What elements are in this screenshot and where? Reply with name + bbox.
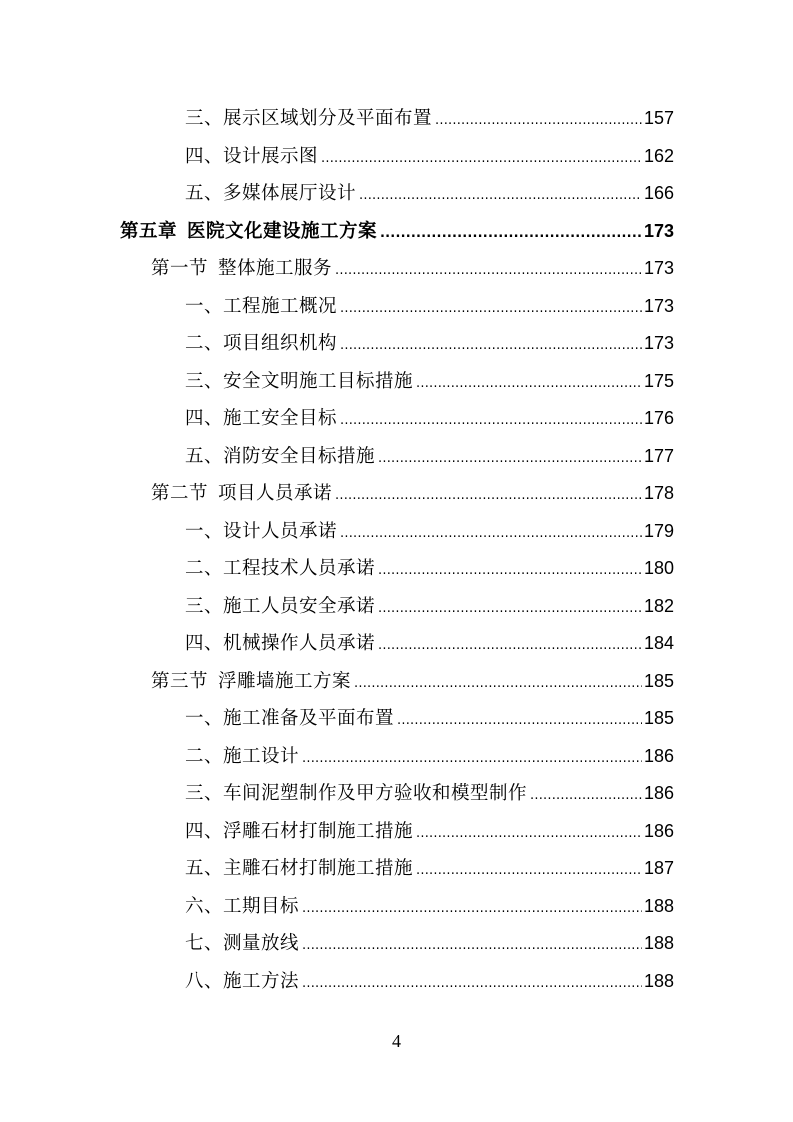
toc-entry-number: 二、 (185, 333, 224, 354)
dot-leader (302, 890, 642, 927)
toc-entry-number: 二、 (185, 558, 224, 579)
toc-entry-page-number: 176 (643, 408, 674, 428)
toc-entry-title: 整体施工服务 (218, 258, 333, 279)
toc-item-entry[interactable] (185, 288, 674, 325)
toc-entry-label (185, 738, 299, 775)
toc-entry-number: 一、 (185, 520, 224, 542)
toc-item-entry[interactable] (185, 363, 674, 400)
toc-item-entry[interactable] (185, 400, 674, 437)
toc-entry-label (185, 925, 299, 962)
dot-leader (378, 590, 642, 627)
toc-entry-label (185, 175, 356, 212)
dot-leader (340, 402, 642, 439)
dot-leader (302, 927, 642, 964)
dot-leader (435, 102, 642, 139)
toc-entry-label (151, 250, 332, 287)
toc-entry-number: 三、 (185, 595, 224, 617)
toc-entry-title: 浮雕墙施工方案 (218, 670, 352, 692)
toc-entry-title: 施工准备及平面布置 (223, 708, 395, 729)
toc-entry-page-number: 180 (643, 558, 674, 578)
toc-item-entry[interactable] (185, 588, 674, 625)
dot-leader (340, 515, 642, 552)
toc-section-entry[interactable] (151, 475, 674, 512)
toc-entry-page-number: 187 (643, 858, 674, 878)
toc-entry-number: 三、 (185, 108, 224, 129)
toc-entry-title: 机械操作人员承诺 (223, 633, 376, 654)
toc-entry-number: 一、 (185, 708, 224, 729)
toc-entry-page-number: 186 (643, 820, 674, 841)
toc-entry-page-number: 173 (643, 220, 674, 241)
toc-entry-number: 第一节 (151, 258, 209, 279)
toc-entry-label (185, 775, 527, 812)
dot-leader (378, 440, 642, 477)
toc-entry-label (185, 550, 375, 587)
toc-entry-label (185, 700, 394, 737)
toc-entry-title: 工期目标 (223, 895, 300, 917)
toc-item-entry[interactable] (185, 963, 674, 1000)
toc-entry-title: 主雕石材打制施工措施 (223, 858, 414, 879)
toc-section-entry[interactable] (151, 250, 674, 287)
toc-entry-title: 项目人员承诺 (218, 483, 333, 504)
toc-entry-number: 七、 (185, 933, 224, 954)
toc-entry-title: 工程施工概况 (223, 295, 338, 317)
toc-entry-number: 第三节 (151, 670, 209, 692)
toc-entry-label (185, 850, 413, 887)
toc-entry-label (185, 625, 375, 662)
toc-entry-page-number: 166 (643, 183, 674, 203)
toc-entry-page-number: 185 (643, 670, 674, 691)
toc-entry-number: 五、 (185, 183, 224, 204)
toc-entry-label (151, 663, 351, 700)
toc-entry-title: 安全文明施工目标措施 (223, 370, 414, 392)
toc-item-entry[interactable] (185, 925, 674, 962)
toc-entry-number: 四、 (185, 145, 224, 167)
toc-entry-number: 第五章 (120, 220, 178, 242)
toc-entry-page-number: 157 (643, 108, 674, 128)
dot-leader (416, 852, 642, 889)
toc-entry-page-number: 177 (643, 445, 674, 466)
toc-entry-page-number: 178 (643, 483, 674, 503)
toc-entry-label (185, 888, 299, 925)
toc-entry-label (151, 475, 332, 512)
toc-entry-page-number: 173 (643, 333, 674, 353)
toc-entry-number: 五、 (185, 445, 224, 467)
dot-leader (380, 215, 642, 252)
toc-item-entry[interactable] (185, 700, 674, 737)
toc-entry-label (120, 213, 377, 250)
toc-entry-label (185, 288, 337, 325)
toc-entry-page-number: 186 (643, 745, 674, 766)
toc-item-entry[interactable] (185, 813, 674, 850)
toc-item-entry[interactable] (185, 513, 674, 550)
toc-entry-label (185, 813, 413, 850)
toc-entry-page-number: 173 (643, 295, 674, 316)
dot-leader (359, 177, 642, 214)
toc-entry-title: 消防安全目标措施 (223, 445, 376, 467)
toc-entry-number: 三、 (185, 370, 224, 392)
dot-leader (335, 477, 642, 514)
toc-entry-number: 三、 (185, 783, 224, 804)
toc-entry-number: 五、 (185, 858, 224, 879)
dot-leader (397, 702, 642, 739)
toc-entry-page-number: 173 (643, 258, 674, 278)
dot-leader (302, 965, 642, 1002)
dot-leader (378, 552, 642, 589)
toc-entry-title: 车间泥塑制作及甲方验收和模型制作 (223, 783, 528, 804)
toc-item-entry[interactable] (185, 888, 674, 925)
toc-entry-title: 展示区域划分及平面布置 (223, 108, 433, 129)
dot-leader (335, 252, 642, 289)
toc-entry-title: 施工设计 (223, 745, 300, 767)
toc-entry-number: 六、 (185, 895, 224, 917)
toc-entry-title: 医院文化建设施工方案 (187, 220, 378, 242)
toc-entry-page-number: 188 (643, 970, 674, 991)
toc-entry-label (185, 400, 337, 437)
toc-section-entry[interactable] (151, 663, 674, 700)
toc-entry-title: 浮雕石材打制施工措施 (223, 820, 414, 842)
toc-entry-title: 设计人员承诺 (223, 520, 338, 542)
toc-entry-label (185, 100, 432, 137)
toc-entry-number: 第二节 (151, 483, 209, 504)
toc-entry-page-number: 184 (643, 633, 674, 653)
dot-leader (340, 290, 642, 327)
toc-entry-title: 施工人员安全承诺 (223, 595, 376, 617)
toc-item-entry[interactable] (185, 550, 674, 587)
toc-item-entry[interactable] (185, 175, 674, 212)
toc-entry-page-number: 175 (643, 370, 674, 391)
toc-entry-title: 施工方法 (223, 970, 300, 992)
toc-entry-page-number: 185 (643, 708, 674, 728)
toc-entry-page-number: 182 (643, 595, 674, 616)
toc-entry-label (185, 138, 318, 175)
toc-item-entry[interactable] (185, 438, 674, 475)
toc-entry-title: 工程技术人员承诺 (223, 558, 376, 579)
toc-item-entry[interactable] (185, 625, 674, 662)
toc-entry-number: 八、 (185, 970, 224, 992)
toc-entry-label (185, 588, 375, 625)
dot-leader (321, 140, 642, 177)
toc-item-entry[interactable] (185, 850, 674, 887)
toc-entry-number: 一、 (185, 295, 224, 317)
toc-entry-page-number: 179 (643, 520, 674, 541)
toc-chapter-entry[interactable] (120, 213, 674, 250)
toc-entry-title: 项目组织机构 (223, 333, 338, 354)
toc-entry-page-number: 188 (643, 933, 674, 953)
dot-leader (302, 740, 642, 777)
dot-leader (416, 365, 642, 402)
toc-entry-page-number: 162 (643, 145, 674, 166)
toc-item-entry[interactable] (185, 138, 674, 175)
toc-entry-page-number: 188 (643, 895, 674, 916)
toc-item-entry[interactable] (185, 325, 674, 362)
dot-leader (354, 665, 642, 702)
dot-leader (530, 777, 642, 814)
toc-entry-label (185, 963, 299, 1000)
dot-leader (378, 627, 642, 664)
toc-entry-title: 施工安全目标 (223, 408, 338, 429)
toc-entry-label (185, 438, 375, 475)
page-number: 4 (392, 1031, 401, 1051)
toc-entry-number: 四、 (185, 633, 224, 654)
toc-item-entry[interactable] (185, 100, 674, 137)
toc-item-entry[interactable] (185, 775, 674, 812)
toc-entry-label (185, 513, 337, 550)
toc-entry-page-number: 186 (643, 783, 674, 803)
toc-entry-label (185, 325, 337, 362)
toc-entry-title: 设计展示图 (223, 145, 319, 167)
dot-leader (416, 815, 642, 852)
toc-entry-title: 多媒体展厅设计 (223, 183, 357, 204)
toc-item-entry[interactable] (185, 738, 674, 775)
toc-entry-number: 四、 (185, 408, 224, 429)
toc-entry-label (185, 363, 413, 400)
toc-entry-title: 测量放线 (223, 933, 300, 954)
toc-entry-number: 二、 (185, 745, 224, 767)
dot-leader (340, 327, 642, 364)
toc-entry-number: 四、 (185, 820, 224, 842)
